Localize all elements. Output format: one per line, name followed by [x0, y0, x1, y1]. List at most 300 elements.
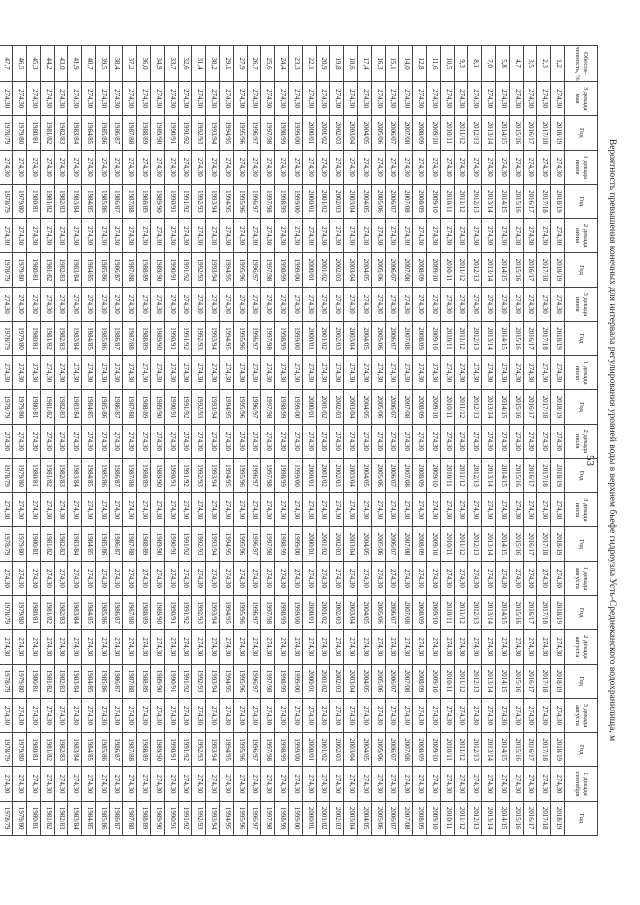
year-cell: 2002/03	[330, 664, 344, 698]
table-row	[233, 46, 247, 836]
level-cell: 274,30	[95, 82, 109, 116]
year-cell: 2002/03	[330, 390, 344, 424]
level-cell: 274,30	[344, 561, 358, 595]
level-cell: 274,30	[289, 493, 303, 527]
table-row	[109, 46, 123, 836]
level-cell: 274,30	[551, 698, 565, 732]
level-cell: 274,30	[137, 356, 151, 390]
year-cell: 1978/79	[0, 116, 13, 150]
level-cell: 274,30	[523, 287, 537, 321]
year-cell: 1993/94	[206, 253, 220, 287]
level-cell: 274,30	[192, 493, 206, 527]
year-cell: 1998/99	[275, 664, 289, 698]
year-cell: 1980/81	[26, 458, 40, 492]
level-cell: 274,30	[151, 82, 165, 116]
level-cell: 274,30	[413, 287, 427, 321]
level-cell: 274,30	[151, 767, 165, 801]
level-cell: 274,30	[289, 698, 303, 732]
year-cell: 2000/01	[302, 390, 316, 424]
year-cell: 2015/16	[509, 595, 523, 629]
year-cell: 1983/84	[68, 664, 82, 698]
level-cell: 274,30	[385, 150, 399, 184]
level-cell: 274,30	[54, 698, 68, 732]
year-cell: 1985/86	[95, 527, 109, 561]
year-cell: 1979/80	[13, 321, 27, 355]
year-cell: 1980/81	[26, 664, 40, 698]
year-cell: 1998/99	[275, 733, 289, 767]
level-cell: 274,30	[206, 561, 220, 595]
year-cell: 1994/95	[220, 184, 234, 218]
level-cell: 274,30	[440, 150, 454, 184]
level-cell: 274,30	[109, 561, 123, 595]
level-cell: 274,30	[178, 287, 192, 321]
level-cell: 274,30	[523, 493, 537, 527]
year-cell: 2014/15	[496, 595, 510, 629]
year-cell: 1987/88	[123, 253, 137, 287]
level-cell: 274,30	[54, 356, 68, 390]
year-cell: 1990/91	[164, 458, 178, 492]
level-cell: 274,30	[233, 767, 247, 801]
year-cell: 1992/93	[192, 390, 206, 424]
level-cell: 274,30	[151, 356, 165, 390]
level-cell: 274,30	[537, 493, 551, 527]
table-row	[261, 46, 275, 836]
level-cell: 274,30	[26, 82, 40, 116]
year-cell: 1999/00	[289, 390, 303, 424]
level-cell: 274,30	[95, 219, 109, 253]
year-cell: 1991/92	[178, 527, 192, 561]
year-cell: 2017/18	[537, 390, 551, 424]
year-cell: 1983/84	[68, 733, 82, 767]
table-row	[358, 46, 372, 836]
table-row	[385, 46, 399, 836]
level-cell: 274,30	[358, 561, 372, 595]
level-cell: 274,30	[220, 424, 234, 458]
year-cell: 1998/99	[275, 253, 289, 287]
year-cell: 1985/86	[95, 321, 109, 355]
level-cell: 274,30	[206, 767, 220, 801]
year-cell: 2004/05	[358, 733, 372, 767]
year-cell: 1982/83	[54, 801, 68, 835]
year-cell: 2005/06	[371, 253, 385, 287]
year-cell: 1983/84	[68, 390, 82, 424]
year-cell: 1986/87	[109, 390, 123, 424]
level-cell: 274,30	[54, 150, 68, 184]
level-cell: 274,30	[399, 767, 413, 801]
level-cell: 274,30	[427, 287, 441, 321]
level-cell: 274,30	[302, 82, 316, 116]
level-cell: 274,30	[54, 630, 68, 664]
year-cell: 1997/98	[261, 116, 275, 150]
year-cell: 2000/01	[302, 321, 316, 355]
year-cell: 2003/04	[344, 321, 358, 355]
level-cell: 274,30	[302, 356, 316, 390]
level-cell: 274,30	[289, 287, 303, 321]
year-cell: 2015/16	[509, 321, 523, 355]
year-cell: 2006/07	[385, 116, 399, 150]
year-cell: 2006/07	[385, 321, 399, 355]
level-cell: 274,30	[233, 150, 247, 184]
level-cell: 274,30	[151, 287, 165, 321]
year-cell: 1980/81	[26, 527, 40, 561]
year-cell: 1995/96	[233, 527, 247, 561]
probability-cell: 34,9	[151, 46, 165, 82]
year-cell: 2009/10	[427, 733, 441, 767]
header-decade: 2 декада августа	[565, 630, 598, 664]
level-cell: 274,30	[454, 767, 468, 801]
level-cell: 274,30	[399, 493, 413, 527]
level-cell: 274,30	[454, 287, 468, 321]
year-cell: 1994/95	[220, 390, 234, 424]
level-cell: 274,30	[261, 698, 275, 732]
year-cell: 2008/09	[413, 184, 427, 218]
year-cell: 1991/92	[178, 184, 192, 218]
table-row	[164, 46, 178, 836]
year-cell: 2001/02	[316, 116, 330, 150]
level-cell: 274,30	[123, 287, 137, 321]
level-cell: 274,30	[123, 630, 137, 664]
year-cell: 1988/89	[137, 321, 151, 355]
level-cell: 274,30	[192, 698, 206, 732]
level-cell: 274,30	[413, 561, 427, 595]
year-cell: 1985/86	[95, 595, 109, 629]
level-cell: 274,30	[344, 219, 358, 253]
year-cell: 1981/82	[40, 527, 54, 561]
level-cell: 274,30	[316, 356, 330, 390]
year-cell: 1982/83	[54, 390, 68, 424]
year-cell: 2003/04	[344, 184, 358, 218]
year-cell: 2007/08	[399, 184, 413, 218]
level-cell: 274,30	[509, 767, 523, 801]
level-cell: 274,30	[468, 150, 482, 184]
level-cell: 274,30	[399, 287, 413, 321]
probability-cell: 16,3	[371, 46, 385, 82]
level-cell: 274,30	[371, 630, 385, 664]
level-cell: 274,30	[509, 356, 523, 390]
level-cell: 274,30	[151, 493, 165, 527]
level-cell: 274,30	[496, 219, 510, 253]
level-cell: 274,30	[537, 82, 551, 116]
level-cell: 274,30	[123, 767, 137, 801]
level-cell: 274,30	[220, 767, 234, 801]
level-cell: 274,30	[82, 287, 96, 321]
year-cell: 1988/89	[137, 595, 151, 629]
year-cell: 2007/08	[399, 733, 413, 767]
probability-cell: 46,5	[13, 46, 27, 82]
year-cell: 1982/83	[54, 116, 68, 150]
year-cell: 1999/00	[289, 458, 303, 492]
level-cell: 274,30	[330, 698, 344, 732]
year-cell: 1988/89	[137, 390, 151, 424]
year-cell: 1995/96	[233, 390, 247, 424]
level-cell: 274,30	[551, 287, 565, 321]
level-cell: 274,30	[13, 287, 27, 321]
header-decade: 1 декада июля	[565, 356, 598, 390]
page-number: 53	[584, 455, 596, 466]
level-cell: 274,30	[482, 630, 496, 664]
level-cell: 274,30	[54, 561, 68, 595]
year-cell: 1996/97	[247, 664, 261, 698]
level-cell: 274,30	[275, 698, 289, 732]
year-cell: 1998/99	[275, 801, 289, 835]
year-cell: 1980/81	[26, 801, 40, 835]
year-cell: 2017/18	[537, 664, 551, 698]
level-cell: 274,30	[427, 698, 441, 732]
year-cell: 1981/82	[40, 116, 54, 150]
year-cell: 1986/87	[109, 458, 123, 492]
year-cell: 1982/83	[54, 184, 68, 218]
year-cell: 2014/15	[496, 321, 510, 355]
year-cell: 1984/85	[82, 733, 96, 767]
level-cell: 274,30	[137, 287, 151, 321]
level-cell: 274,30	[26, 493, 40, 527]
level-cell: 274,30	[192, 356, 206, 390]
year-cell: 2005/06	[371, 184, 385, 218]
table-row	[13, 46, 27, 836]
level-cell: 274,30	[537, 287, 551, 321]
year-cell: 1987/88	[123, 801, 137, 835]
year-cell: 1984/85	[82, 321, 96, 355]
year-cell: 2017/18	[537, 733, 551, 767]
table-row	[178, 46, 192, 836]
table-row	[68, 46, 82, 836]
year-cell: 1989/90	[151, 184, 165, 218]
year-cell: 2015/16	[509, 390, 523, 424]
level-cell: 274,30	[358, 630, 372, 664]
year-cell: 2003/04	[344, 458, 358, 492]
level-cell: 274,30	[427, 150, 441, 184]
level-cell: 274,30	[468, 356, 482, 390]
level-cell: 274,30	[206, 287, 220, 321]
level-cell: 274,30	[68, 493, 82, 527]
level-cell: 274,30	[261, 287, 275, 321]
probability-cell: 44,2	[40, 46, 54, 82]
level-cell: 274,30	[233, 219, 247, 253]
level-cell: 274,30	[82, 219, 96, 253]
year-cell: 1991/92	[178, 116, 192, 150]
year-cell: 1979/80	[13, 733, 27, 767]
probability-cell: 36,0	[137, 46, 151, 82]
level-cell: 274,30	[371, 493, 385, 527]
year-cell: 2018/19	[551, 801, 565, 835]
level-cell: 274,30	[178, 698, 192, 732]
year-cell: 1985/86	[95, 253, 109, 287]
probability-cell: 27,9	[233, 46, 247, 82]
level-cell: 274,30	[0, 424, 13, 458]
table-row	[82, 46, 96, 836]
year-cell: 2014/15	[496, 390, 510, 424]
header-year: Год	[565, 116, 598, 150]
year-cell: 2013/14	[482, 253, 496, 287]
level-cell: 274,30	[413, 493, 427, 527]
year-cell: 1986/87	[109, 664, 123, 698]
year-cell: 1999/00	[289, 527, 303, 561]
year-cell: 2009/10	[427, 321, 441, 355]
level-cell: 274,30	[109, 356, 123, 390]
year-cell: 1996/97	[247, 253, 261, 287]
year-cell: 1981/82	[40, 184, 54, 218]
year-cell: 1990/91	[164, 253, 178, 287]
year-cell: 2015/16	[509, 664, 523, 698]
level-cell: 274,30	[123, 424, 137, 458]
year-cell: 2010/11	[440, 390, 454, 424]
level-cell: 274,30	[178, 424, 192, 458]
level-cell: 274,30	[275, 219, 289, 253]
level-cell: 274,30	[371, 150, 385, 184]
year-cell: 1980/81	[26, 595, 40, 629]
level-cell: 274,30	[413, 767, 427, 801]
year-cell: 1991/92	[178, 664, 192, 698]
probability-cell: 23,3	[289, 46, 303, 82]
year-cell: 1996/97	[247, 390, 261, 424]
year-cell: 2005/06	[371, 390, 385, 424]
year-cell: 1996/97	[247, 458, 261, 492]
year-cell: 1990/91	[164, 595, 178, 629]
year-cell: 2013/14	[482, 801, 496, 835]
year-cell: 2016/17	[523, 321, 537, 355]
level-cell: 274,30	[289, 630, 303, 664]
level-cell: 274,30	[13, 424, 27, 458]
level-cell: 274,30	[275, 287, 289, 321]
level-cell: 274,30	[40, 561, 54, 595]
level-cell: 274,30	[358, 356, 372, 390]
year-cell: 2009/10	[427, 458, 441, 492]
level-cell: 274,30	[68, 698, 82, 732]
year-cell: 1981/82	[40, 458, 54, 492]
year-cell: 2014/15	[496, 184, 510, 218]
year-cell: 2007/08	[399, 595, 413, 629]
year-cell: 1994/95	[220, 664, 234, 698]
year-cell: 2010/11	[440, 321, 454, 355]
level-cell: 274,30	[82, 767, 96, 801]
year-cell: 1993/94	[206, 664, 220, 698]
level-cell: 274,30	[247, 561, 261, 595]
level-cell: 274,30	[192, 561, 206, 595]
level-cell: 274,30	[151, 219, 165, 253]
year-cell: 2001/02	[316, 527, 330, 561]
year-cell: 1983/84	[68, 801, 82, 835]
level-cell: 274,30	[178, 356, 192, 390]
probability-cell: 38,4	[109, 46, 123, 82]
year-cell: 2009/10	[427, 801, 441, 835]
year-cell: 2016/17	[523, 664, 537, 698]
level-cell: 274,30	[151, 630, 165, 664]
year-cell: 2018/19	[551, 733, 565, 767]
year-cell: 2017/18	[537, 321, 551, 355]
year-cell: 1994/95	[220, 733, 234, 767]
year-cell: 1984/85	[82, 595, 96, 629]
level-cell: 274,30	[192, 287, 206, 321]
year-cell: 1985/86	[95, 733, 109, 767]
level-cell: 274,30	[95, 150, 109, 184]
level-cell: 274,30	[206, 698, 220, 732]
year-cell: 2000/01	[302, 801, 316, 835]
year-cell: 2002/03	[330, 458, 344, 492]
year-cell: 1995/96	[233, 664, 247, 698]
level-cell: 274,30	[302, 219, 316, 253]
level-cell: 274,30	[178, 219, 192, 253]
year-cell: 1980/81	[26, 733, 40, 767]
year-cell: 1979/80	[13, 253, 27, 287]
level-cell: 274,30	[164, 561, 178, 595]
level-cell: 274,30	[192, 630, 206, 664]
level-cell: 274,30	[275, 561, 289, 595]
level-cell: 274,30	[26, 767, 40, 801]
level-cell: 274,30	[192, 219, 206, 253]
level-cell: 274,30	[344, 82, 358, 116]
level-cell: 274,30	[220, 493, 234, 527]
level-cell: 274,30	[358, 82, 372, 116]
level-cell: 274,30	[220, 698, 234, 732]
year-cell: 1984/85	[82, 527, 96, 561]
header-year: Год	[565, 595, 598, 629]
year-cell: 2006/07	[385, 527, 399, 561]
year-cell: 2013/14	[482, 664, 496, 698]
level-cell: 274,30	[40, 698, 54, 732]
header-year: Год	[565, 801, 598, 835]
level-cell: 274,30	[454, 698, 468, 732]
year-cell: 2000/01	[302, 733, 316, 767]
year-cell: 1989/90	[151, 116, 165, 150]
year-cell: 1998/99	[275, 527, 289, 561]
year-cell: 1981/82	[40, 733, 54, 767]
level-cell: 274,30	[316, 424, 330, 458]
level-cell: 274,30	[482, 493, 496, 527]
level-cell: 274,30	[275, 424, 289, 458]
year-cell: 1988/89	[137, 801, 151, 835]
year-cell: 2005/06	[371, 458, 385, 492]
year-cell: 2009/10	[427, 390, 441, 424]
year-cell: 1990/91	[164, 801, 178, 835]
level-cell: 274,30	[371, 82, 385, 116]
level-cell: 274,30	[151, 698, 165, 732]
level-cell: 274,30	[523, 767, 537, 801]
year-cell: 2007/08	[399, 458, 413, 492]
year-cell: 1990/91	[164, 116, 178, 150]
year-cell: 2004/05	[358, 253, 372, 287]
year-cell: 1984/85	[82, 390, 96, 424]
year-cell: 2005/06	[371, 116, 385, 150]
year-cell: 2000/01	[302, 664, 316, 698]
year-cell: 2008/09	[413, 116, 427, 150]
level-cell: 274,30	[385, 287, 399, 321]
year-cell: 2011/12	[454, 527, 468, 561]
level-cell: 274,30	[68, 219, 82, 253]
year-cell: 2007/08	[399, 253, 413, 287]
probability-cell: 7,0	[482, 46, 496, 82]
level-cell: 274,30	[13, 698, 27, 732]
year-cell: 1981/82	[40, 801, 54, 835]
level-cell: 274,30	[385, 630, 399, 664]
year-cell: 1988/89	[137, 733, 151, 767]
table-row	[137, 46, 151, 836]
year-cell: 2016/17	[523, 390, 537, 424]
level-cell: 274,30	[13, 219, 27, 253]
table-row	[399, 46, 413, 836]
level-cell: 274,30	[413, 82, 427, 116]
level-cell: 274,30	[82, 424, 96, 458]
level-cell: 274,30	[68, 767, 82, 801]
level-cell: 274,30	[40, 493, 54, 527]
year-cell: 2013/14	[482, 527, 496, 561]
year-cell: 1996/97	[247, 184, 261, 218]
level-cell: 274,30	[454, 424, 468, 458]
year-cell: 1999/00	[289, 595, 303, 629]
level-cell: 274,30	[68, 630, 82, 664]
level-cell: 274,30	[496, 356, 510, 390]
probability-cell: 11,6	[427, 46, 441, 82]
year-cell: 1987/88	[123, 664, 137, 698]
